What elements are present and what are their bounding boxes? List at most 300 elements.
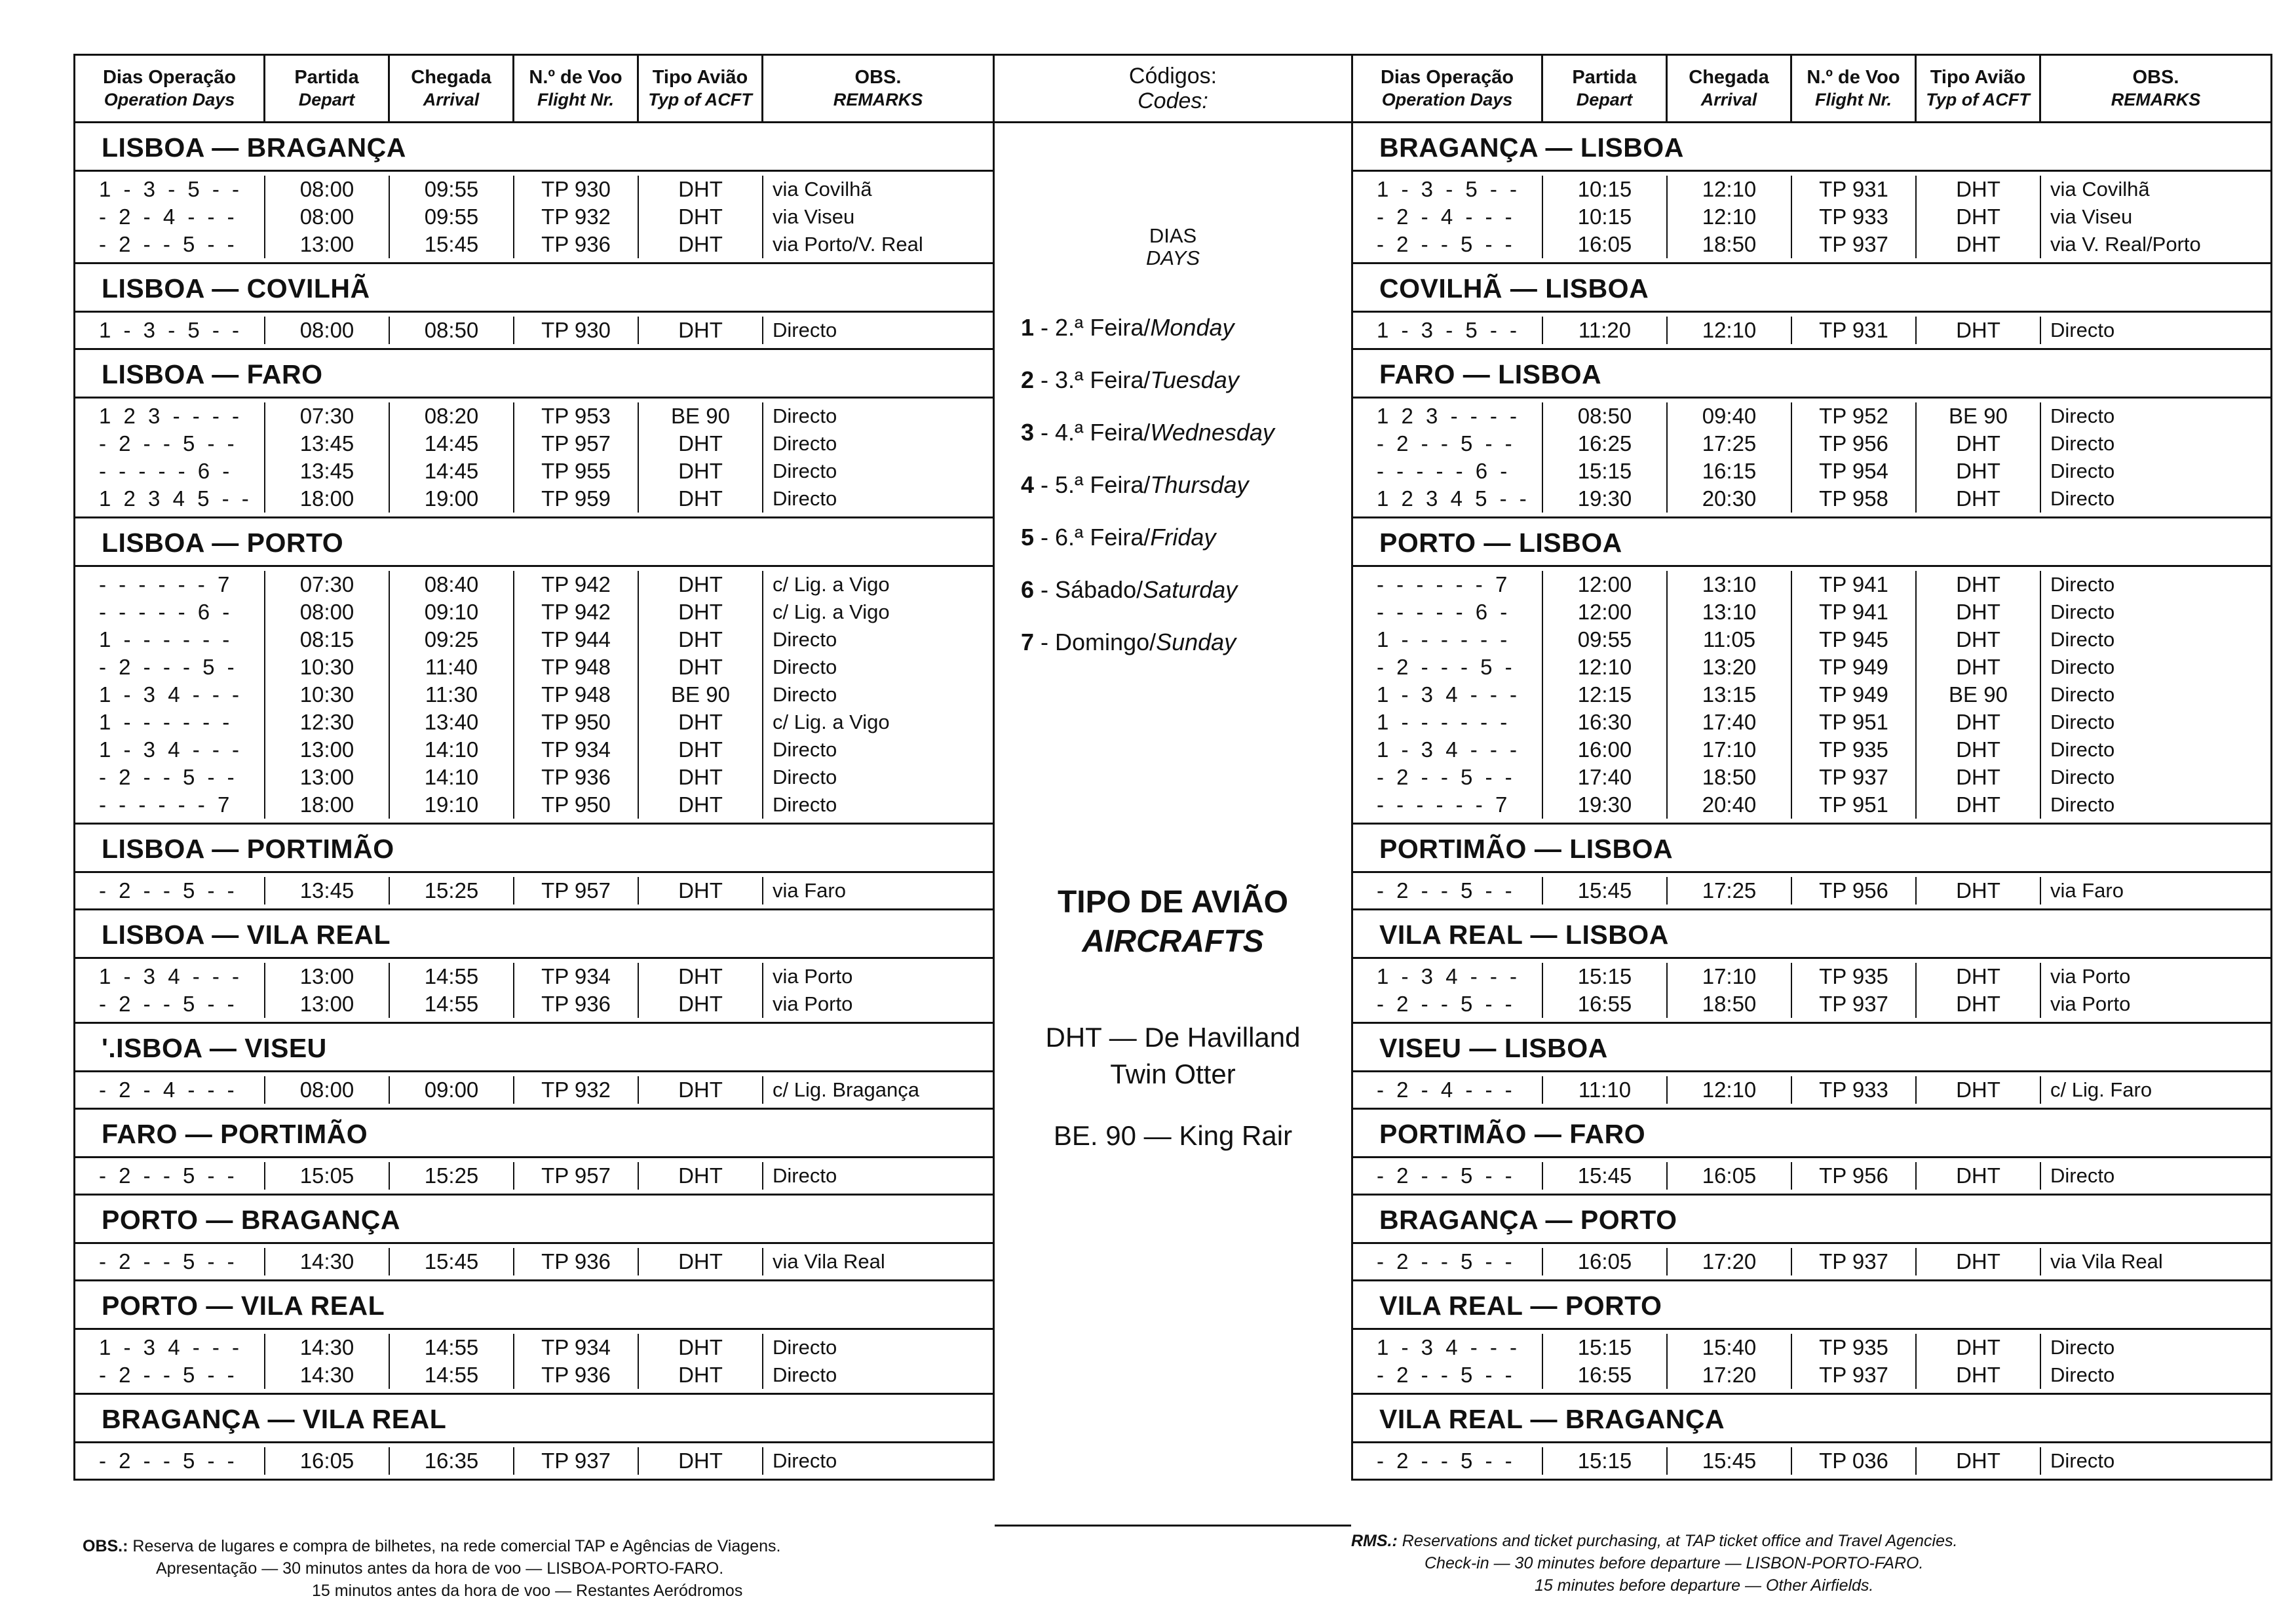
route-title: LISBOA — PORTIMÃO bbox=[75, 825, 993, 873]
flight-rows bbox=[75, 959, 993, 1024]
flight-arrival: 17:20 bbox=[1702, 1249, 1757, 1274]
flight-remarks: Directo bbox=[2050, 1363, 2115, 1386]
flight-remarks: Directo bbox=[2050, 766, 2115, 788]
flight-remarks: Directo bbox=[2050, 738, 2115, 761]
flight-flight-number: TP 937 bbox=[541, 1449, 611, 1473]
flight-depart: 15:45 bbox=[1577, 878, 1632, 903]
flight-flight-number: TP 948 bbox=[541, 655, 611, 679]
flight-aircraft-type: DHT bbox=[1956, 572, 2000, 596]
column-depart bbox=[265, 1076, 390, 1104]
column-days bbox=[75, 571, 265, 819]
flight-flight-number: TP 930 bbox=[541, 318, 611, 342]
column-arrival bbox=[390, 317, 514, 344]
column-depart bbox=[1543, 877, 1668, 905]
flight-depart: 08:00 bbox=[299, 600, 354, 624]
column-arrival bbox=[1668, 402, 1792, 513]
flight-days: 1 - - - - - - bbox=[99, 710, 233, 734]
column-flight-number bbox=[1792, 571, 1917, 819]
flight-depart: 08:00 bbox=[299, 1078, 354, 1102]
flight-arrival: 15:25 bbox=[424, 878, 479, 903]
flight-days: 1 - 3 - 5 - - bbox=[99, 177, 243, 201]
flight-remarks: via Covilhã bbox=[2050, 178, 2150, 201]
column-arrival bbox=[1668, 1248, 1792, 1275]
column-arrival bbox=[1668, 877, 1792, 905]
column-depart bbox=[1543, 1447, 1668, 1475]
flight-rows bbox=[75, 1072, 993, 1110]
flight-arrival: 11:30 bbox=[425, 682, 478, 707]
route-block bbox=[1353, 350, 2270, 518]
flight-arrival: 19:00 bbox=[424, 486, 479, 511]
flight-depart: 13:45 bbox=[299, 431, 354, 456]
col-header-depart: Partida Depart bbox=[265, 56, 390, 121]
column-aircraft-type bbox=[1917, 176, 2041, 258]
flight-arrival: 09:40 bbox=[1702, 404, 1757, 428]
route-block bbox=[75, 518, 993, 825]
column-remarks bbox=[763, 1162, 993, 1190]
flight-aircraft-type: DHT bbox=[678, 992, 723, 1016]
column-aircraft-type bbox=[1917, 1334, 2041, 1389]
column-remarks bbox=[2041, 1076, 2270, 1104]
day-code-4: 4 - 5.ª Feira/Thursday bbox=[1021, 471, 1249, 498]
flight-days: - 2 - 4 - - - bbox=[1377, 204, 1516, 229]
flight-aircraft-type: DHT bbox=[1956, 655, 2000, 679]
flight-flight-number: TP 933 bbox=[1819, 204, 1888, 229]
flight-rows bbox=[75, 1244, 993, 1281]
column-arrival bbox=[1668, 571, 1792, 819]
column-days bbox=[1353, 1162, 1543, 1190]
flight-days: - 2 - 4 - - - bbox=[1377, 1078, 1516, 1102]
column-flight-number bbox=[1792, 176, 1917, 258]
flight-days: - 2 - 4 - - - bbox=[99, 204, 238, 229]
column-depart bbox=[1543, 1248, 1668, 1275]
flight-aircraft-type: DHT bbox=[678, 431, 723, 456]
flight-arrival: 14:45 bbox=[424, 459, 479, 483]
column-aircraft-type bbox=[639, 571, 763, 819]
column-remarks bbox=[2041, 176, 2270, 258]
flight-aircraft-type: DHT bbox=[678, 204, 723, 229]
flight-flight-number: TP 955 bbox=[541, 459, 611, 483]
flight-arrival: 13:40 bbox=[424, 710, 479, 734]
column-flight-number bbox=[514, 402, 639, 513]
flight-depart: 10:15 bbox=[1577, 204, 1632, 229]
flight-flight-number: TP 931 bbox=[1819, 318, 1888, 342]
flight-days: 1 - 3 - 5 - - bbox=[1377, 318, 1521, 342]
flight-remarks: via V. Real/Porto bbox=[2050, 233, 2201, 256]
flight-aircraft-type: DHT bbox=[1956, 737, 2000, 762]
flight-depart: 13:45 bbox=[299, 459, 354, 483]
flight-remarks: c/ Lig. a Vigo bbox=[773, 600, 890, 623]
route-block bbox=[1353, 123, 2270, 264]
flight-flight-number: TP 941 bbox=[1819, 600, 1888, 624]
column-flight-number bbox=[1792, 1248, 1917, 1275]
column-flight-number bbox=[1792, 1447, 1917, 1475]
flight-remarks: Directo bbox=[2050, 628, 2115, 651]
flight-arrival: 11:40 bbox=[425, 655, 478, 679]
column-depart bbox=[265, 1447, 390, 1475]
column-days bbox=[1353, 176, 1543, 258]
column-depart bbox=[265, 1162, 390, 1190]
flight-aircraft-type: DHT bbox=[678, 964, 723, 988]
route-title: VISEU — LISBOA bbox=[1353, 1024, 2270, 1072]
column-depart bbox=[1543, 963, 1668, 1018]
column-remarks bbox=[2041, 317, 2270, 344]
flight-remarks: via Covilhã bbox=[773, 178, 872, 201]
flight-remarks: Directo bbox=[773, 1363, 837, 1386]
column-aircraft-type bbox=[639, 1248, 763, 1275]
flight-flight-number: TP 936 bbox=[541, 1363, 611, 1387]
flight-arrival: 09:00 bbox=[424, 1078, 479, 1102]
flight-depart: 15:15 bbox=[1577, 459, 1632, 483]
route-block bbox=[75, 123, 993, 264]
column-days bbox=[1353, 877, 1543, 905]
codes-panel bbox=[995, 54, 1351, 1527]
flight-aircraft-type: DHT bbox=[1956, 204, 2000, 229]
flight-remarks: via Faro bbox=[773, 879, 846, 902]
column-remarks bbox=[2041, 963, 2270, 1018]
flight-remarks: via Porto bbox=[2050, 992, 2131, 1015]
flight-rows bbox=[1353, 1330, 2270, 1395]
column-arrival bbox=[390, 1162, 514, 1190]
flight-remarks: c/ Lig. Faro bbox=[2050, 1078, 2152, 1101]
flight-arrival: 17:40 bbox=[1702, 710, 1757, 734]
flight-days: - 2 - - 5 - - bbox=[99, 232, 238, 256]
flight-rows bbox=[75, 873, 993, 910]
flight-flight-number: TP 937 bbox=[1819, 232, 1888, 256]
flight-depart: 10:30 bbox=[299, 655, 354, 679]
flight-remarks: Directo bbox=[2050, 459, 2115, 482]
day-code-7: 7 - Domingo/Sunday bbox=[1021, 629, 1236, 655]
codes-title: Códigos: bbox=[1128, 64, 1217, 88]
route-title: COVILHÃ — LISBOA bbox=[1353, 264, 2270, 313]
flight-days: 1 - 3 4 - - - bbox=[1377, 682, 1521, 707]
column-aircraft-type bbox=[1917, 1248, 2041, 1275]
col-header-aircraft: Tipo Avião Typ of ACFT bbox=[639, 56, 763, 121]
route-block bbox=[75, 910, 993, 1024]
flight-days: 1 - 3 4 - - - bbox=[1377, 737, 1521, 762]
flight-arrival: 17:10 bbox=[1702, 737, 1757, 762]
flight-aircraft-type: DHT bbox=[1956, 177, 2000, 201]
flight-arrival: 12:10 bbox=[1702, 1078, 1757, 1102]
flight-flight-number: TP 952 bbox=[1819, 404, 1888, 428]
aircraft-heading: TIPO DE AVIÃO AIRCRAFTS bbox=[1057, 885, 1289, 959]
flight-remarks: via Porto bbox=[773, 965, 853, 988]
flight-flight-number: TP 956 bbox=[1819, 878, 1888, 903]
flight-flight-number: TP 036 bbox=[1819, 1449, 1888, 1473]
flight-arrival: 17:10 bbox=[1702, 964, 1757, 988]
flight-flight-number: TP 937 bbox=[1819, 1363, 1888, 1387]
flight-remarks: c/ Lig. Bragança bbox=[773, 1078, 920, 1101]
flight-arrival: 14:55 bbox=[424, 964, 479, 988]
column-days bbox=[75, 402, 265, 513]
column-depart bbox=[265, 963, 390, 1018]
flight-flight-number: TP 951 bbox=[1819, 710, 1888, 734]
flight-depart: 08:00 bbox=[299, 204, 354, 229]
col-header-depart: Partida Depart bbox=[1543, 56, 1668, 121]
flight-remarks: Directo bbox=[773, 766, 837, 788]
flight-arrival: 17:20 bbox=[1702, 1363, 1757, 1387]
column-aircraft-type bbox=[639, 176, 763, 258]
flight-depart: 16:05 bbox=[299, 1449, 354, 1473]
column-arrival bbox=[1668, 963, 1792, 1018]
flight-aircraft-type: DHT bbox=[1956, 878, 2000, 903]
flight-remarks: Directo bbox=[2050, 655, 2115, 678]
column-days bbox=[75, 1076, 265, 1104]
flight-depart: 18:00 bbox=[299, 486, 354, 511]
column-arrival bbox=[1668, 1447, 1792, 1475]
flight-depart: 12:00 bbox=[1577, 600, 1632, 624]
flight-aircraft-type: DHT bbox=[1956, 964, 2000, 988]
flight-arrival: 09:55 bbox=[424, 204, 479, 229]
col-header-days: Dias Operação Operation Days bbox=[75, 56, 265, 121]
column-remarks bbox=[763, 571, 993, 819]
flight-flight-number: TP 956 bbox=[1819, 431, 1888, 456]
route-title: PORTO — LISBOA bbox=[1353, 518, 2270, 567]
column-remarks bbox=[763, 1248, 993, 1275]
flight-depart: 12:00 bbox=[1577, 572, 1632, 596]
flight-flight-number: TP 934 bbox=[541, 1335, 611, 1359]
column-days bbox=[1353, 1248, 1543, 1275]
flight-remarks: via Faro bbox=[2050, 879, 2124, 902]
flight-remarks: via Porto bbox=[2050, 965, 2131, 988]
flight-arrival: 13:20 bbox=[1702, 655, 1757, 679]
flight-aircraft-type: DHT bbox=[678, 600, 723, 624]
col-header-days: Dias Operação Operation Days bbox=[1353, 56, 1543, 121]
flight-arrival: 14:10 bbox=[424, 737, 479, 762]
flight-arrival: 09:25 bbox=[424, 627, 479, 652]
flight-depart: 18:00 bbox=[299, 792, 354, 817]
flight-aircraft-type: DHT bbox=[1956, 232, 2000, 256]
column-flight-number bbox=[514, 1447, 639, 1475]
flight-rows bbox=[1353, 1158, 2270, 1196]
route-title: '.ISBOA — VISEU bbox=[75, 1024, 993, 1072]
route-block bbox=[1353, 1395, 2270, 1479]
flight-depart: 12:15 bbox=[1577, 682, 1632, 707]
column-arrival bbox=[390, 402, 514, 513]
flight-aircraft-type: DHT bbox=[678, 765, 723, 789]
flight-depart: 15:45 bbox=[1577, 1163, 1632, 1188]
column-aircraft-type bbox=[1917, 317, 2041, 344]
flight-depart: 08:50 bbox=[1577, 404, 1632, 428]
flight-depart: 16:00 bbox=[1577, 737, 1632, 762]
flight-flight-number: TP 930 bbox=[541, 177, 611, 201]
flight-arrival: 13:10 bbox=[1702, 600, 1757, 624]
flight-flight-number: TP 936 bbox=[541, 992, 611, 1016]
flight-depart: 16:30 bbox=[1577, 710, 1632, 734]
flight-aircraft-type: DHT bbox=[1956, 600, 2000, 624]
flight-aircraft-type: BE 90 bbox=[1949, 682, 2008, 707]
col-header-arrival: Chegada Arrival bbox=[1668, 56, 1792, 121]
column-aircraft-type bbox=[639, 317, 763, 344]
column-flight-number bbox=[1792, 1076, 1917, 1104]
flight-flight-number: TP 934 bbox=[541, 964, 611, 988]
flight-arrival: 12:10 bbox=[1702, 177, 1757, 201]
column-days bbox=[1353, 317, 1543, 344]
flight-arrival: 12:10 bbox=[1702, 318, 1757, 342]
col-header-remarks: OBS. REMARKS bbox=[2111, 67, 2201, 109]
flight-remarks: Directo bbox=[773, 655, 837, 678]
column-aircraft-type bbox=[639, 1447, 763, 1475]
flight-days: 1 - 3 4 - - - bbox=[99, 1335, 243, 1359]
flight-depart: 12:30 bbox=[299, 710, 354, 734]
day-code-5: 5 - 6.ª Feira/Friday bbox=[1021, 524, 1216, 551]
flight-depart: 09:55 bbox=[1577, 627, 1632, 652]
route-block bbox=[75, 1281, 993, 1395]
flight-remarks: Directo bbox=[773, 432, 837, 455]
flight-aircraft-type: DHT bbox=[1956, 1163, 2000, 1188]
flight-days: - 2 - - 5 - - bbox=[1377, 1249, 1516, 1274]
flight-remarks: via Vila Real bbox=[773, 1250, 885, 1273]
flight-remarks: Directo bbox=[2050, 1449, 2115, 1472]
flight-days: 1 2 3 - - - - bbox=[1377, 404, 1521, 428]
flight-remarks: Directo bbox=[2050, 432, 2115, 455]
flight-days: - - - - - - 7 bbox=[1377, 572, 1511, 596]
flight-flight-number: TP 935 bbox=[1819, 964, 1888, 988]
column-arrival bbox=[1668, 1334, 1792, 1389]
flight-aircraft-type: DHT bbox=[1956, 765, 2000, 789]
flight-arrival: 14:55 bbox=[424, 992, 479, 1016]
flight-arrival: 16:05 bbox=[1702, 1163, 1757, 1188]
route-title: FARO — LISBOA bbox=[1353, 350, 2270, 399]
flight-depart: 13:45 bbox=[299, 878, 354, 903]
column-aircraft-type bbox=[639, 877, 763, 905]
flight-flight-number: TP 957 bbox=[541, 1163, 611, 1188]
flight-remarks: Directo bbox=[773, 487, 837, 510]
flight-aircraft-type: DHT bbox=[678, 177, 723, 201]
flight-aircraft-type: DHT bbox=[678, 627, 723, 652]
route-title: LISBOA — PORTO bbox=[75, 518, 993, 567]
flight-remarks: Directo bbox=[2050, 1164, 2115, 1187]
flight-aircraft-type: DHT bbox=[678, 878, 723, 903]
flight-aircraft-type: DHT bbox=[1956, 1363, 2000, 1387]
codes-title-en: Codes: bbox=[1138, 88, 1208, 113]
column-arrival bbox=[390, 963, 514, 1018]
flight-aircraft-type: DHT bbox=[678, 737, 723, 762]
flight-aircraft-type: DHT bbox=[678, 1363, 723, 1387]
col-header-flight: N.º de Voo Flight Nr. bbox=[1792, 56, 1917, 121]
column-days bbox=[75, 877, 265, 905]
route-title: BRAGANÇA — VILA REAL bbox=[75, 1395, 993, 1443]
flight-arrival: 20:40 bbox=[1702, 792, 1757, 817]
flight-depart: 19:30 bbox=[1577, 486, 1632, 511]
flight-remarks: Directo bbox=[2050, 600, 2115, 623]
flight-days: - 2 - - 5 - - bbox=[1377, 1163, 1516, 1188]
flight-arrival: 18:50 bbox=[1702, 992, 1757, 1016]
flight-days: 1 2 3 - - - - bbox=[99, 404, 243, 428]
flight-arrival: 20:30 bbox=[1702, 486, 1757, 511]
column-days bbox=[75, 963, 265, 1018]
flight-days: - 2 - 4 - - - bbox=[99, 1078, 238, 1102]
flight-remarks: Directo bbox=[773, 793, 837, 816]
column-flight-number bbox=[514, 1248, 639, 1275]
flight-flight-number: TP 936 bbox=[541, 1249, 611, 1274]
flight-flight-number: TP 934 bbox=[541, 737, 611, 762]
flight-depart: 13:00 bbox=[299, 232, 354, 256]
column-aircraft-type bbox=[639, 963, 763, 1018]
flight-aircraft-type: DHT bbox=[678, 1249, 723, 1274]
flight-aircraft-type: DHT bbox=[1956, 318, 2000, 342]
column-arrival bbox=[390, 1248, 514, 1275]
day-code-3: 3 - 4.ª Feira/Wednesday bbox=[1021, 419, 1274, 446]
flight-flight-number: TP 953 bbox=[541, 404, 611, 428]
column-flight-number bbox=[514, 877, 639, 905]
flight-remarks: Directo bbox=[773, 1164, 837, 1187]
flight-days: 1 - 3 4 - - - bbox=[1377, 1335, 1521, 1359]
flight-depart: 13:00 bbox=[299, 737, 354, 762]
flight-days: 1 - - - - - - bbox=[1377, 627, 1511, 652]
flight-days: - 2 - - - 5 - bbox=[1377, 655, 1516, 679]
flight-remarks: Directo bbox=[2050, 710, 2115, 733]
day-code-2: 2 - 3.ª Feira/Tuesday bbox=[1021, 366, 1239, 393]
route-block bbox=[75, 350, 993, 518]
flight-remarks: Directo bbox=[773, 1336, 837, 1359]
route-title: FARO — PORTIMÃO bbox=[75, 1110, 993, 1158]
flight-depart: 11:20 bbox=[1578, 318, 1632, 342]
column-flight-number bbox=[514, 571, 639, 819]
column-depart bbox=[265, 1334, 390, 1389]
column-aircraft-type bbox=[1917, 1076, 2041, 1104]
flight-aircraft-type: DHT bbox=[1956, 1249, 2000, 1274]
timetable-left bbox=[73, 54, 995, 1481]
column-aircraft-type bbox=[1917, 571, 2041, 819]
flight-aircraft-type: DHT bbox=[1956, 992, 2000, 1016]
flight-aircraft-type: DHT bbox=[1956, 486, 2000, 511]
column-days bbox=[1353, 1447, 1543, 1475]
flight-remarks: Directo bbox=[2050, 1336, 2115, 1359]
flight-aircraft-type: DHT bbox=[678, 1163, 723, 1188]
flight-days: 1 - 3 4 - - - bbox=[99, 682, 243, 707]
flight-aircraft-type: DHT bbox=[1956, 627, 2000, 652]
flight-days: - 2 - - 5 - - bbox=[99, 431, 238, 456]
flight-days: - 2 - - 5 - - bbox=[99, 1249, 238, 1274]
flight-remarks: Directo bbox=[773, 738, 837, 761]
flight-days: - 2 - - 5 - - bbox=[1377, 878, 1516, 903]
flight-flight-number: TP 931 bbox=[1819, 177, 1888, 201]
column-days bbox=[1353, 571, 1543, 819]
route-title: PORTIMÃO — LISBOA bbox=[1353, 825, 2270, 873]
flight-aircraft-type: DHT bbox=[1956, 1078, 2000, 1102]
route-block bbox=[1353, 825, 2270, 910]
flight-remarks: Directo bbox=[773, 459, 837, 482]
flight-days: 1 - 3 - 5 - - bbox=[99, 318, 243, 342]
table-header bbox=[75, 56, 993, 123]
flight-rows bbox=[75, 399, 993, 518]
flight-arrival: 15:45 bbox=[424, 1249, 479, 1274]
column-days bbox=[75, 317, 265, 344]
flight-aircraft-type: DHT bbox=[678, 710, 723, 734]
flight-remarks: Directo bbox=[2050, 404, 2115, 427]
flight-depart: 14:30 bbox=[299, 1249, 354, 1274]
route-block bbox=[75, 1196, 993, 1281]
flight-flight-number: TP 954 bbox=[1819, 459, 1888, 483]
flight-depart: 10:15 bbox=[1577, 177, 1632, 201]
flight-arrival: 13:10 bbox=[1702, 572, 1757, 596]
flight-arrival: 12:10 bbox=[1702, 204, 1757, 229]
codes-header bbox=[995, 56, 1351, 123]
days-heading: DIAS DAYS bbox=[1145, 224, 1200, 269]
flight-arrival: 09:55 bbox=[424, 177, 479, 201]
column-aircraft-type bbox=[1917, 1162, 2041, 1190]
column-depart bbox=[265, 571, 390, 819]
flight-rows bbox=[1353, 959, 2270, 1024]
flight-flight-number: TP 951 bbox=[1819, 792, 1888, 817]
flight-days: - - - - - 6 - bbox=[99, 600, 233, 624]
flight-depart: 15:15 bbox=[1577, 964, 1632, 988]
flight-days: 1 2 3 4 5 - - bbox=[1377, 486, 1530, 511]
column-arrival bbox=[390, 571, 514, 819]
flight-days: - 2 - - 5 - - bbox=[99, 1449, 238, 1473]
flight-remarks: Directo bbox=[773, 404, 837, 427]
column-days bbox=[1353, 402, 1543, 513]
